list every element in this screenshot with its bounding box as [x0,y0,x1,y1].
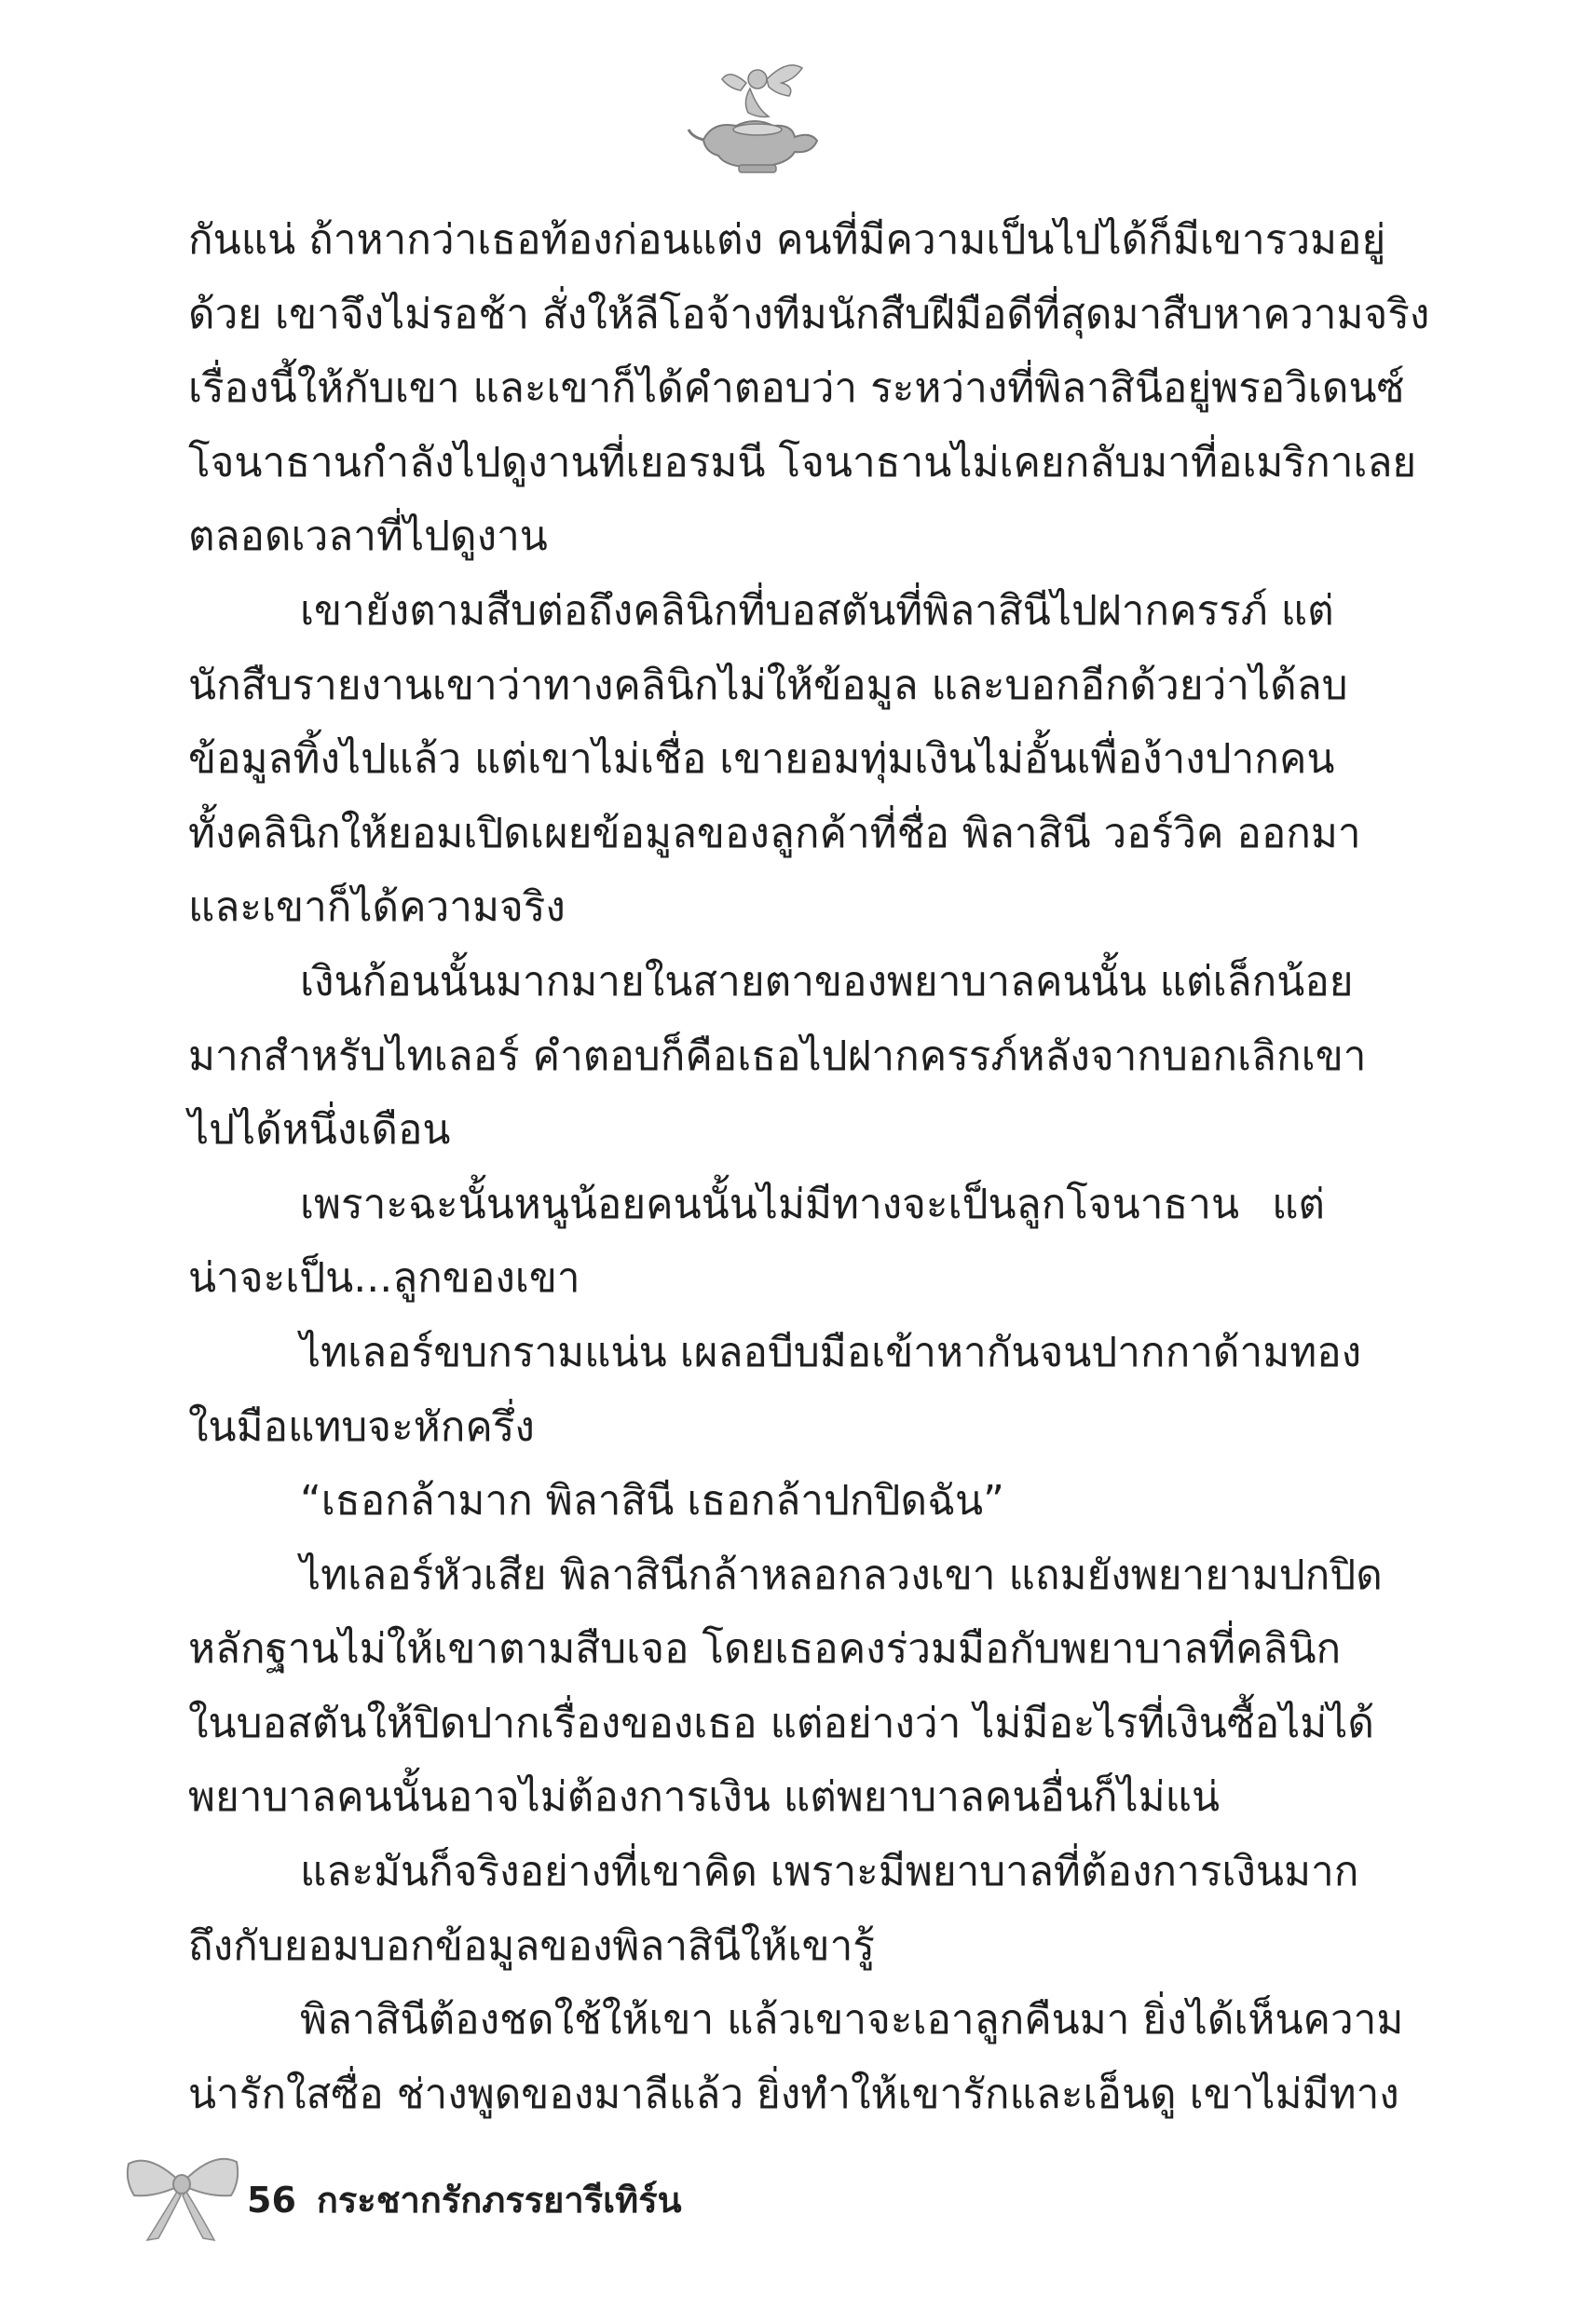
text-line: เขายังตามสืบต่อถึงคลินิกที่บอสตันที่พิลาสินีไปฝากครรภ์ แต่ [300,586,1334,635]
text-line: ไปได้หนึ่งเดือน [188,1106,451,1155]
text-line: กันแน่ ถ้าหากว่าเธอท้องก่อนแต่ง คนที่มีความเป็นไปได้ก็มีเขารวมอยู่ [188,216,1386,264]
text-line: หลักฐานไม่ให้เขาตามสืบเจอ โดยเธอคงร่วมมือกับพยาบาลที่คลินิก [188,1625,1342,1674]
page-number: 56 [247,2180,296,2221]
text-line: ในมือแทบจะหักครึ่ง [188,1402,535,1451]
text-line: เงินก้อนนั้นมากมายในสายตาของพยาบาลคนนั้น แต่เล็กน้อย [300,957,1354,1005]
text-line: และมันก็จริงอย่างที่เขาคิด เพราะมีพยาบาลที่ต้องการเงินมาก [300,1848,1359,1896]
footer-text [247,2171,682,2228]
text-line: มากสำหรับไทเลอร์ คำตอบก็คือเธอไปฝากครรภ์หลังจากบอกเลิกเขา [188,1032,1367,1080]
text-line: น่ารักใสซื่อ ช่างพูดของมาลีแล้ว ยิ่งทำให้เขารักและเอ็นดู เขาไม่มีทาง [188,2070,1399,2118]
ribbon-bow-icon [121,2143,242,2246]
text-line: ไทเลอร์หัวเสีย พิลาสินีกล้าหลอกลวงเขา แถมยังพยายามปกปิด [300,1551,1383,1599]
text-line: ไทเลอร์ขบกรามแน่น เผลอบีบมือเข้าหากันจนปากกาด้ามทอง [300,1328,1362,1376]
text-line: “เธอกล้ามาก พิลาสินี เธอกล้าปกปิดฉัน” [300,1477,1004,1525]
text-line: พยาบาลคนนั้นอาจไม่ต้องการเงิน แต่พยาบาลคนอื่นก็ไม่แน่ [188,1773,1221,1822]
text-line: ในบอสตันให้ปิดปากเรื่องของเธอ แต่อย่างว่า ไม่มีอะไรที่เงินซื้อไม่ได้ [188,1699,1374,1747]
text-line: เพราะฉะนั้นหนูน้อยคนนั้นไม่มีทางจะเป็นลูกโจนาธาน แต่ [300,1180,1325,1228]
text-line: ข้อมูลทิ้งไปแล้ว แต่เขาไม่เชื่อ เขายอมทุ่มเงินไม่อั้นเพื่อง้างปากคน [188,735,1335,784]
text-line: ตลอดเวลาที่ไปดูงาน [188,513,548,561]
page-footer [121,2143,960,2246]
text-line: พิลาสินีต้องชดใช้ให้เขา แล้วเขาจะเอาลูกคืนมา ยิ่งได้เห็นความ [300,1996,1404,2044]
text-line: นักสืบรายงานเขาว่าทางคลินิกไม่ให้ข้อมูล และบอกอีกด้วยว่าได้ลบ [188,661,1348,709]
cupid-teapot-ornament-icon [685,51,825,177]
text-line: น่าจะเป็น...ลูกของเขา [188,1254,580,1303]
book-title: กระชากรักภรรยารีเทิร์น [316,2180,682,2221]
body-text [188,203,1430,2131]
text-line: ด้วย เขาจึงไม่รอช้า สั่งให้ลีโอจ้างทีมนักสืบฝีมือดีที่สุดมาสืบหาความจริง [188,290,1430,338]
text-line: ทั้งคลินิกให้ยอมเปิดเผยข้อมูลของลูกค้าที่ชื่อ พิลาสินี วอร์วิค ออกมา [188,809,1361,857]
text-line: และเขาก็ได้ความจริง [188,883,566,932]
text-line: เรื่องนี้ให้กับเขา และเขาก็ได้คำตอบว่า ระหว่างที่พิลาสินีอยู่พรอวิเดนซ์ [188,364,1405,413]
text-line: ถึงกับยอมบอกข้อมูลของพิลาสินีให้เขารู้ [188,1921,875,1970]
text-line: โจนาธานกำลังไปดูงานที่เยอรมนี โจนาธานไม่เคยกลับมาที่อเมริกาเลย [188,438,1417,486]
